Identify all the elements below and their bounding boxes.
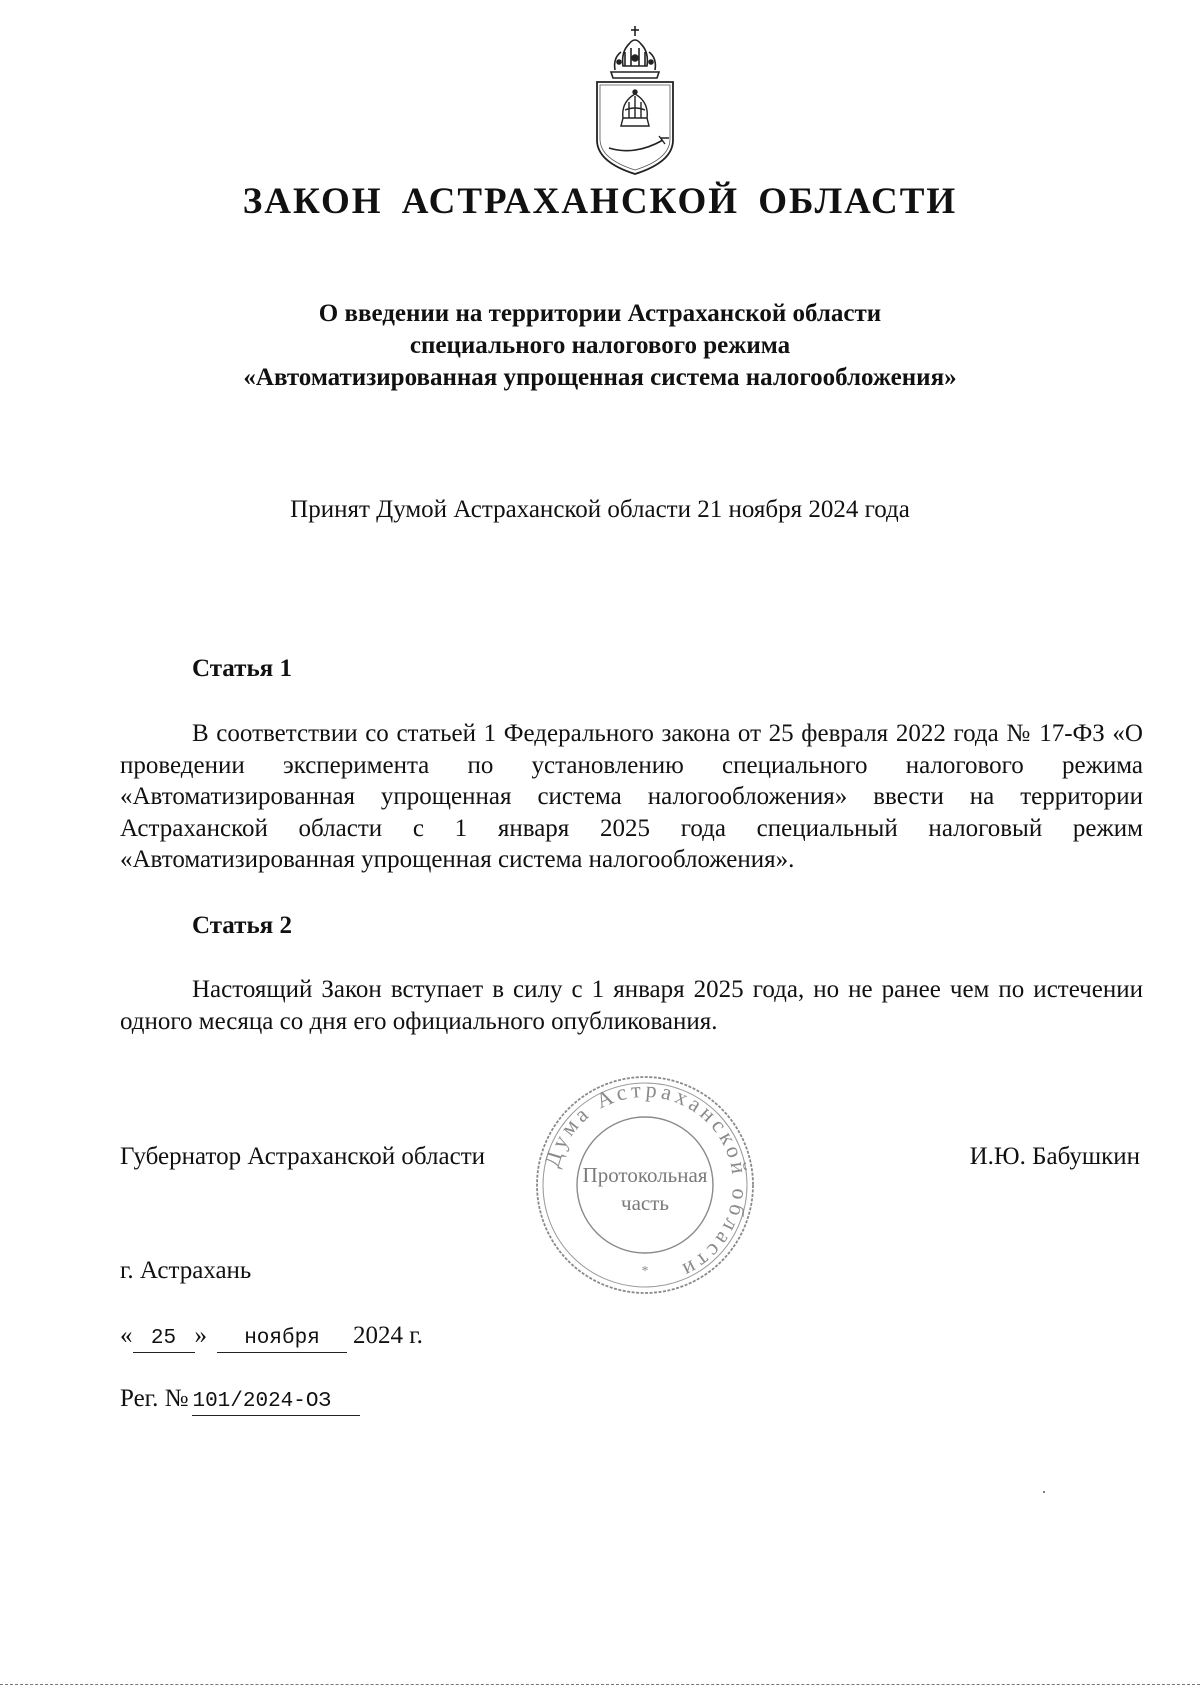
article-1-heading: Статья 1: [192, 655, 292, 682]
city: г. Астрахань: [120, 1257, 252, 1284]
stamp-ring-text: Дума Астраханской области: [538, 1076, 754, 1285]
reg-label: Рег. №: [120, 1385, 189, 1412]
date-year: 2024 г.: [353, 1322, 423, 1349]
article-1-text: В соответствии со статьей 1 Федерального закона от 25 февраля 2022 года № 17-ФЗ «О проведении эксперимента по установлению специального налогового режима «Автоматизированная упрощенная система налогообложения» ввести на территории Астраханской области с 1 января 2025 года специальный налоговый режим «Автоматизированная упрощенная система налогообложения».: [120, 720, 1143, 873]
signer-name: И.Ю. Бабушкин: [969, 1143, 1140, 1170]
coat-of-arms-emblem: [585, 22, 685, 182]
subject-line: О введении на территории Астраханской области: [318, 300, 882, 327]
date-month: ноября: [217, 1326, 347, 1353]
law-subject: [0, 298, 1200, 394]
adoption-note: Принят Думой Астраханской области 21 ноября 2024 года: [290, 496, 910, 523]
signing-date: [120, 1322, 423, 1353]
scan-speck: [1043, 1491, 1045, 1493]
official-stamp: [530, 1070, 760, 1300]
stamp-center-line: часть: [621, 1191, 669, 1215]
scan-bottom-edge: [0, 1684, 1200, 1685]
date-day: 25: [133, 1326, 195, 1353]
law-title: ЗАКОН АСТРАХАНСКОЙ ОБЛАСТИ: [242, 181, 958, 222]
article-2-heading: Статья 2: [192, 912, 292, 939]
subject-line: специального налогового режима: [409, 332, 791, 359]
date-close-quote: »: [194, 1322, 207, 1349]
stamp-center-line: Протокольная: [582, 1163, 708, 1187]
date-open-quote: «: [120, 1322, 133, 1349]
reg-number: 101/2024-ОЗ: [192, 1389, 360, 1416]
registration-number: [120, 1385, 360, 1416]
stamp-star-icon: *: [641, 1264, 649, 1279]
signer-title: Губернатор Астраханской области: [120, 1143, 486, 1170]
article-2-text: Настоящий Закон вступает в силу с 1 января 2025 года, но не ранее чем по истечении одного месяца со дня его официального опубликования.: [120, 976, 1143, 1035]
subject-line: «Автоматизированная упрощенная система налогообложения»: [243, 364, 957, 391]
